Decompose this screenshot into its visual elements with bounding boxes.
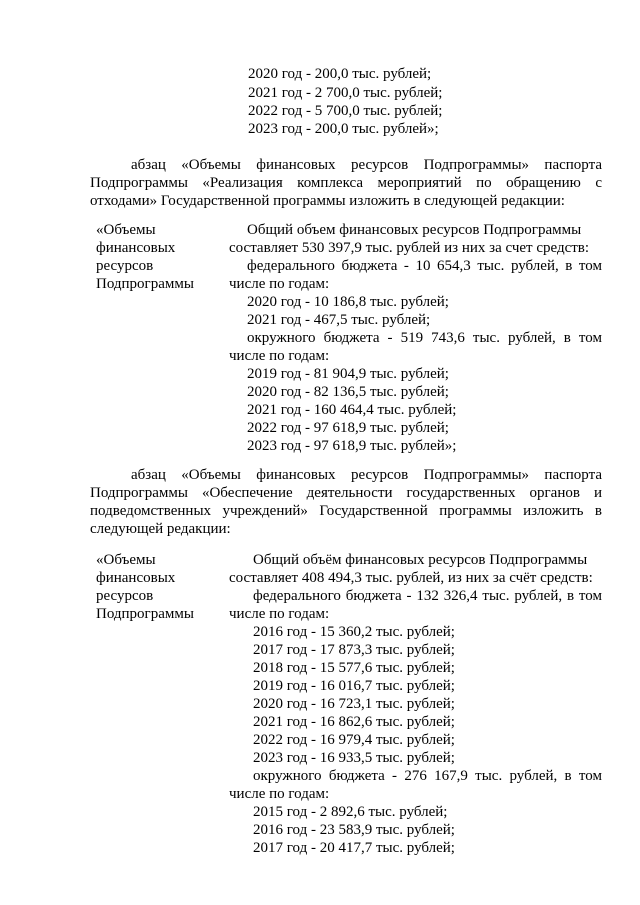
paragraph-2-line: Подпрограммы «Обеспечение деятельности государственных органов и (90, 485, 602, 501)
block2-federal-year: 2018 год - 15 577,6 тыс. рублей; (253, 660, 455, 676)
block1-okrug-year: 2020 год - 82 136,5 тыс. рублей; (247, 384, 449, 400)
paragraph-1-line: абзац «Объемы финансовых ресурсов Подпрограммы» паспорта (131, 157, 602, 173)
block1-federal: числе по годам: (229, 276, 330, 292)
block2-okrug: окружного бюджета - 276 167,9 тыс. рублей, в том (253, 768, 602, 784)
block2-intro: Общий объём финансовых ресурсов Подпрограммы (253, 552, 588, 568)
block2-federal-year: 2022 год - 16 979,4 тыс. рублей; (253, 732, 455, 748)
block2-okrug-year: 2015 год - 2 892,6 тыс. рублей; (253, 804, 448, 820)
block1-okrug-year: 2019 год - 81 904,9 тыс. рублей; (247, 366, 449, 382)
block1-federal-year: 2021 год - 467,5 тыс. рублей; (247, 312, 431, 328)
block2-federal: федерального бюджета - 132 326,4 тыс. рублей, в том (253, 588, 602, 604)
block2-okrug-year: 2017 год - 20 417,7 тыс. рублей; (253, 840, 455, 856)
block1-okrug-year: 2022 год - 97 618,9 тыс. рублей; (247, 420, 449, 436)
block2-left-label: «Объемы (96, 552, 156, 568)
block1-okrug-year: 2023 год - 97 618,9 тыс. рублей»; (247, 438, 457, 454)
block2-intro: составляет 408 494,3 тыс. рублей, из них за счёт средств: (229, 570, 593, 586)
block1-federal-year: 2020 год - 10 186,8 тыс. рублей; (247, 294, 449, 310)
paragraph-2-line: подведомственных учреждений» Государственной программы изложить в (90, 503, 602, 519)
top-year-line: 2022 год - 5 700,0 тыс. рублей; (248, 103, 443, 119)
block2-federal-year: 2020 год - 16 723,1 тыс. рублей; (253, 696, 455, 712)
block2-okrug: числе по годам: (229, 786, 330, 802)
paragraph-2-line: абзац «Объемы финансовых ресурсов Подпрограммы» паспорта (131, 467, 602, 483)
top-year-line: 2021 год - 2 700,0 тыс. рублей; (248, 85, 443, 101)
block2-left-label: ресурсов (96, 588, 154, 604)
block1-okrug: числе по годам: (229, 348, 330, 364)
block1-left-label: финансовых (96, 240, 176, 256)
block2-okrug-year: 2016 год - 23 583,9 тыс. рублей; (253, 822, 455, 838)
block2-left-label: Подпрограммы (96, 606, 194, 622)
block2-federal-year: 2021 год - 16 862,6 тыс. рублей; (253, 714, 455, 730)
block2-federal: числе по годам: (229, 606, 330, 622)
block1-intro: составляет 530 397,9 тыс. рублей из них за счет средств: (229, 240, 590, 256)
block2-left-label: финансовых (96, 570, 176, 586)
paragraph-1-line: Подпрограммы «Реализация комплекса мероприятий по обращению с (90, 175, 602, 191)
block1-left-label: «Объемы (96, 222, 156, 238)
block2-federal-year: 2017 год - 17 873,3 тыс. рублей; (253, 642, 455, 658)
paragraph-1-line: отходами» Государственной программы изложить в следующей редакции: (90, 193, 565, 209)
block1-okrug: окружного бюджета - 519 743,6 тыс. рублей, в том (247, 330, 602, 346)
block1-left-label: Подпрограммы (96, 276, 194, 292)
block2-federal-year: 2016 год - 15 360,2 тыс. рублей; (253, 624, 455, 640)
top-year-line: 2020 год - 200,0 тыс. рублей; (248, 66, 432, 82)
block2-federal-year: 2023 год - 16 933,5 тыс. рублей; (253, 750, 455, 766)
block1-intro: Общий объем финансовых ресурсов Подпрограммы (247, 222, 582, 238)
top-year-line: 2023 год - 200,0 тыс. рублей»; (248, 121, 439, 137)
block1-federal: федерального бюджета - 10 654,3 тыс. рублей, в том (247, 258, 602, 274)
block2-federal-year: 2019 год - 16 016,7 тыс. рублей; (253, 678, 455, 694)
block1-left-label: ресурсов (96, 258, 154, 274)
paragraph-2-line: следующей редакции: (90, 521, 231, 537)
block1-okrug-year: 2021 год - 160 464,4 тыс. рублей; (247, 402, 457, 418)
